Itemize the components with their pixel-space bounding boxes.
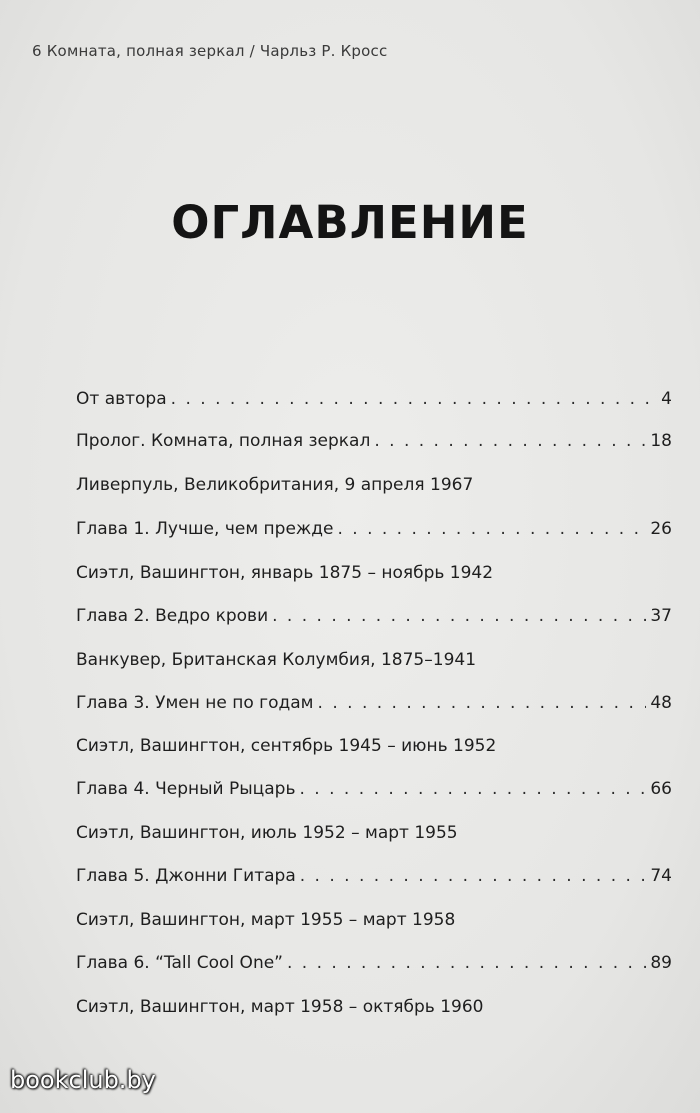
toc-subtitle-label: Ванкувер, Британская Колумбия, 1875–1941 [76, 650, 477, 670]
toc-subtitle [76, 470, 672, 500]
toc-entry [76, 514, 672, 544]
dot-leader [272, 601, 646, 631]
toc-entry [76, 601, 672, 631]
running-head: 6 Комната, полная зеркал / Чарльз Р. Кросс [32, 42, 388, 60]
dot-leader [300, 861, 647, 891]
toc-entry-label: Глава 1. Лучше, чем прежде [76, 519, 334, 539]
toc-entry [76, 948, 672, 978]
toc-subtitle-label: Сиэтл, Вашингтон, июль 1952 – март 1955 [76, 823, 458, 843]
toc-subtitle [76, 818, 672, 848]
toc-entry-label: Глава 4. Черный Рыцарь [76, 779, 296, 799]
dot-leader [374, 426, 646, 456]
toc-subtitle [76, 645, 672, 675]
toc-entry [76, 384, 672, 414]
toc-subtitle-label: Сиэтл, Вашингтон, январь 1875 – ноябрь 1942 [76, 563, 494, 583]
dot-leader [287, 948, 646, 978]
toc-entry-page: 48 [650, 693, 672, 713]
toc-entry-label: От автора [76, 389, 167, 409]
toc-subtitle [76, 992, 672, 1022]
dot-leader [318, 688, 647, 718]
toc-subtitle-label: Сиэтл, Вашингтон, март 1958 – октябрь 1960 [76, 997, 484, 1017]
toc-entry [76, 688, 672, 718]
dot-leader [299, 774, 646, 804]
toc-entry-page: 4 [661, 389, 672, 409]
toc-subtitle [76, 558, 672, 588]
toc-entry [76, 426, 672, 456]
toc-subtitle-label: Сиэтл, Вашингтон, сентябрь 1945 – июнь 1952 [76, 736, 497, 756]
toc-entry-page: 89 [650, 953, 672, 973]
toc-subtitle-label: Ливерпуль, Великобритания, 9 апреля 1967 [76, 475, 474, 495]
toc-subtitle [76, 905, 672, 935]
toc-entry [76, 774, 672, 804]
toc-entry [76, 861, 672, 891]
toc-entry-page: 74 [650, 866, 672, 886]
toc-subtitle-label: Сиэтл, Вашингтон, март 1955 – март 1958 [76, 910, 456, 930]
toc-entry-page: 37 [650, 606, 672, 626]
toc-subtitle [76, 731, 672, 761]
page-title: ОГЛАВЛЕНИЕ [171, 196, 529, 249]
toc-entry-page: 66 [650, 779, 672, 799]
toc-entry-label: Пролог. Комната, полная зеркал [76, 431, 371, 451]
toc-entry-page: 26 [650, 519, 672, 539]
toc-entry-label: Глава 6. “Tall Cool One” [76, 953, 283, 973]
toc-entry-label: Глава 5. Джонни Гитара [76, 866, 296, 886]
dot-leader [171, 384, 658, 414]
toc-entry-label: Глава 2. Ведро крови [76, 606, 269, 626]
dot-leader [337, 514, 646, 544]
site-watermark: bookclub.by [10, 1066, 156, 1094]
toc-entry-page: 18 [650, 431, 672, 451]
toc-entry-label: Глава 3. Умен не по годам [76, 693, 314, 713]
